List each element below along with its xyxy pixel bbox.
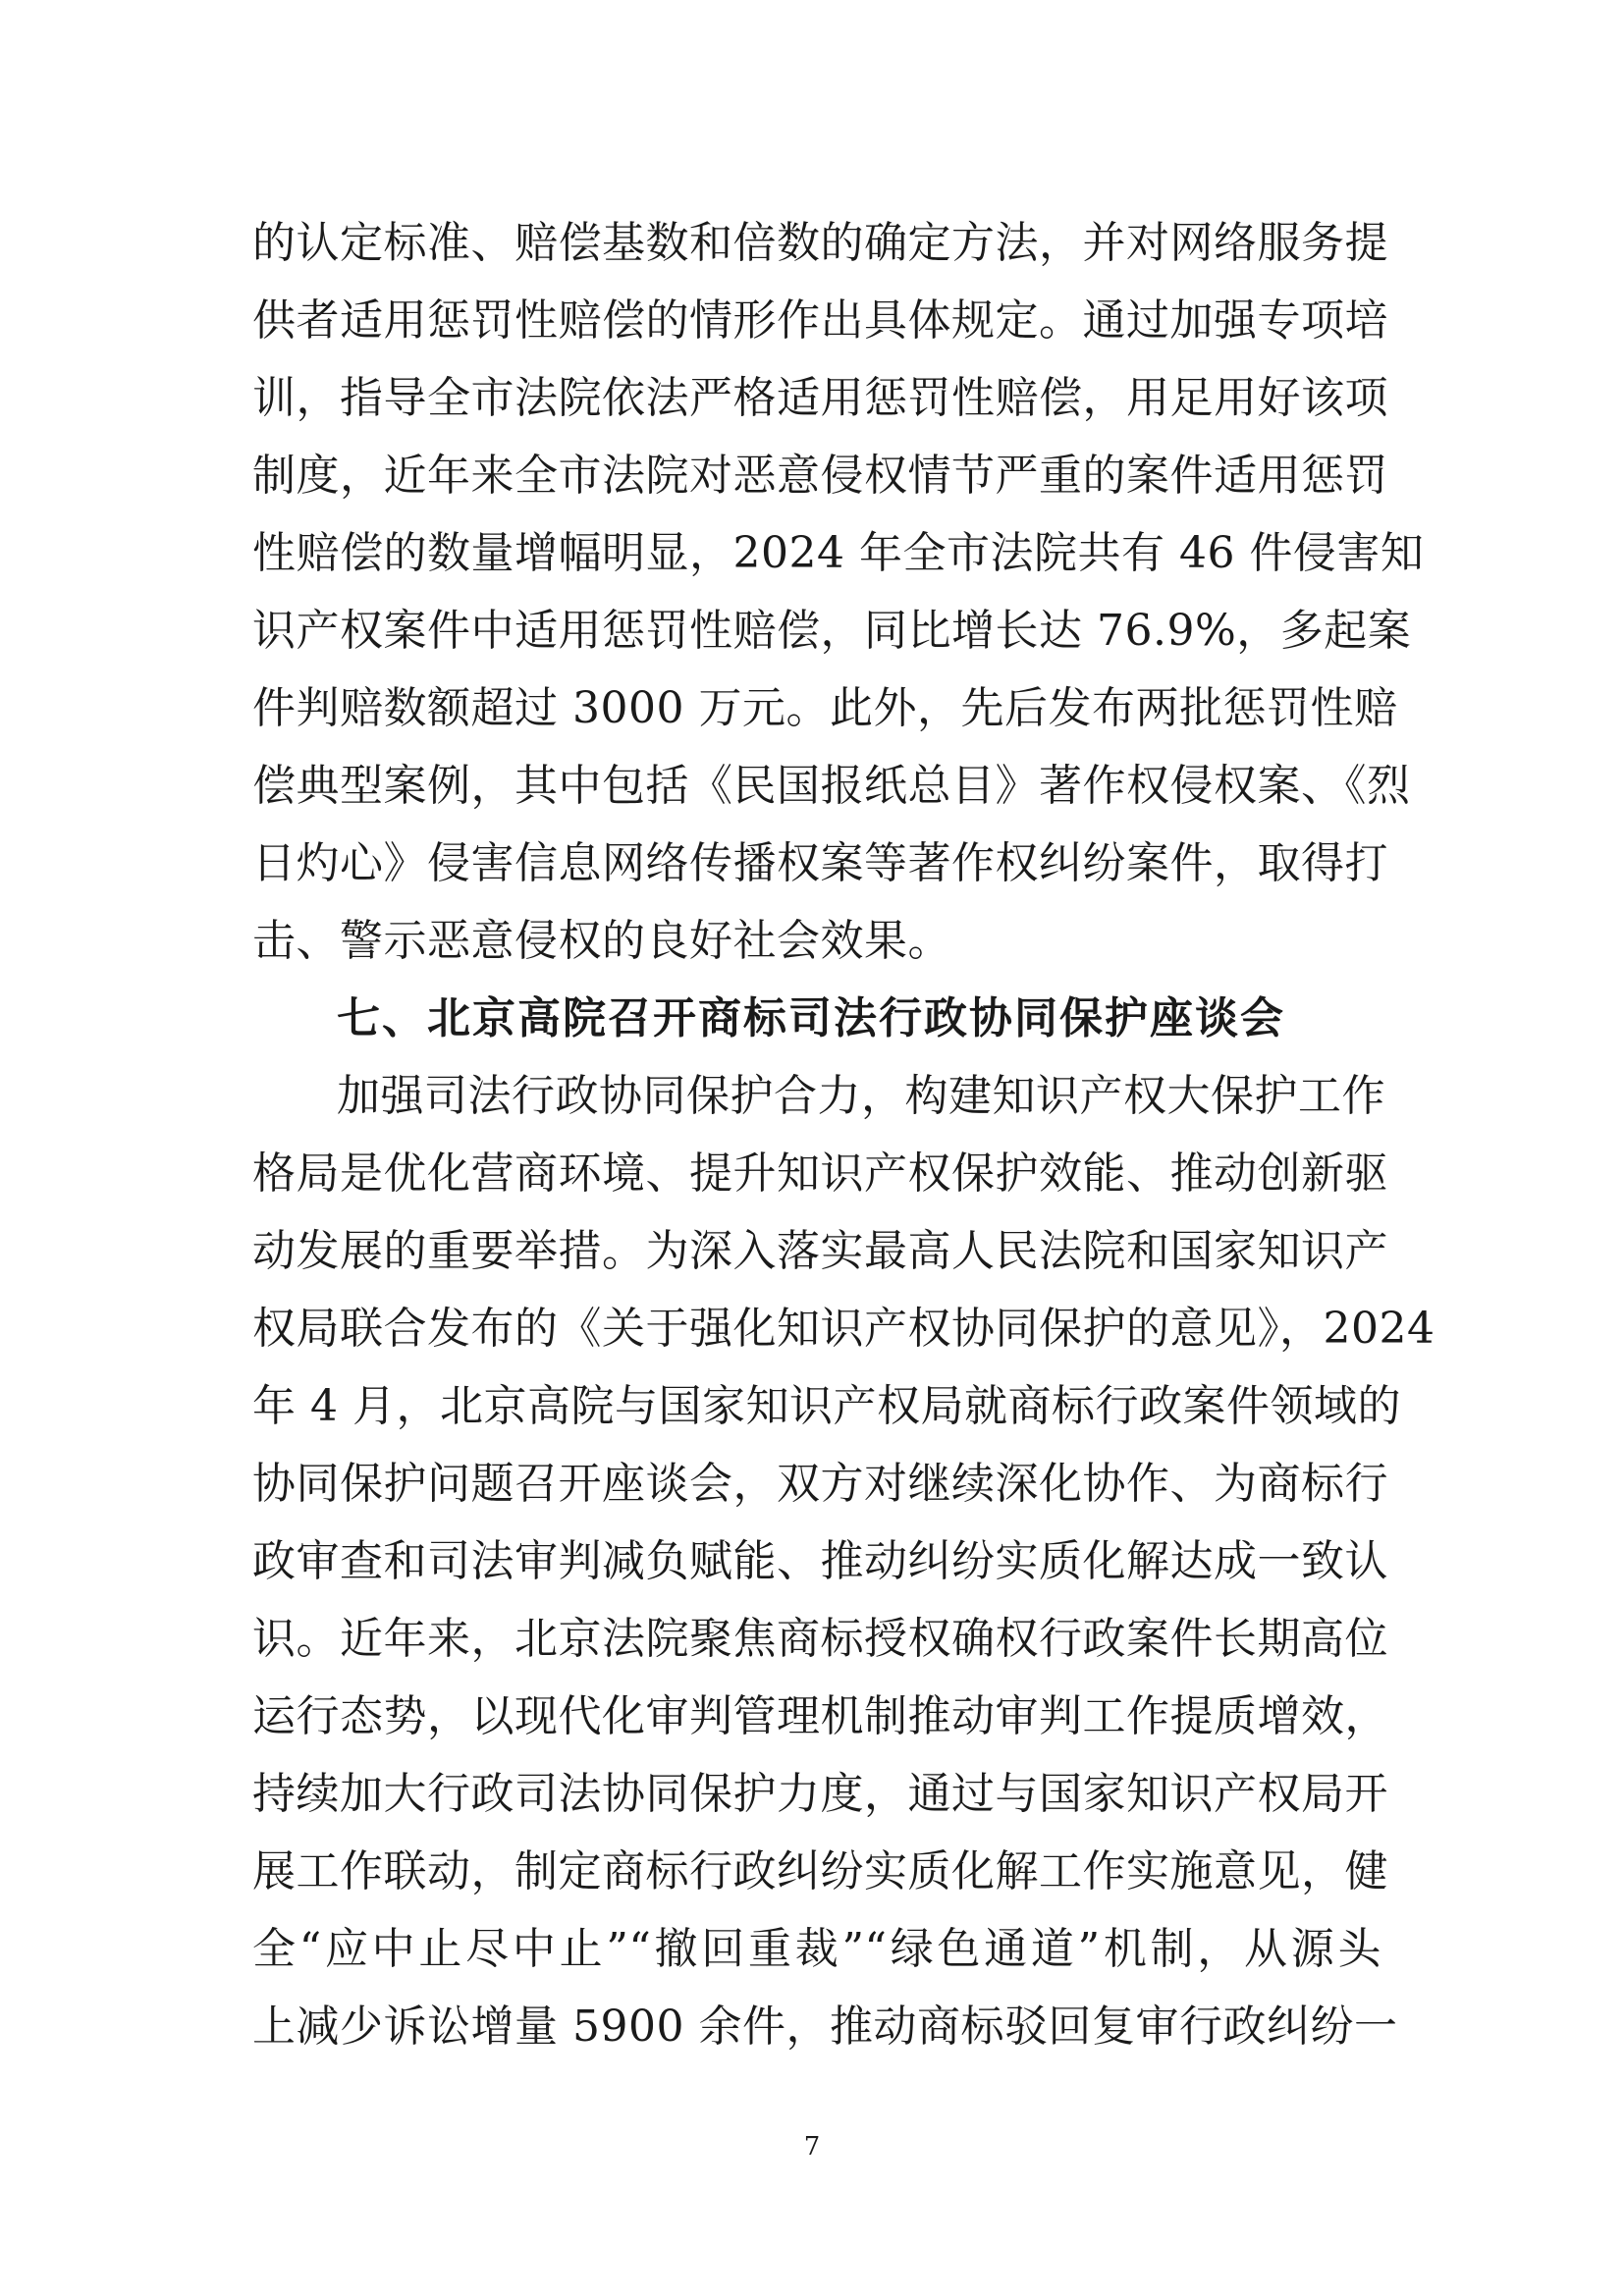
paragraph-line: 持续加大行政司法协同保护力度，通过与国家知识产权局开 (252, 1769, 1388, 1819)
paragraph-line: 运行态势，以现代化审判管理机制推动审判工作提质增效， (252, 1691, 1388, 1741)
paragraph-line: 加强司法行政协同保护合力，构建知识产权大保护工作 (337, 1071, 1385, 1121)
body-text-line: 日灼心》侵害信息网络传播权案等著作权纠纷案件，取得打 (252, 838, 1388, 888)
paragraph-line: 动发展的重要举措。为深入落实最高人民法院和国家知识产 (252, 1226, 1388, 1276)
paragraph-line: 上减少诉讼增量 5900 余件，推动商标驳回复审行政纠纷一 (252, 2002, 1398, 2052)
paragraph-line: 政审查和司法审判减负赋能、推动纠纷实质化解达成一致认 (252, 1536, 1388, 1586)
paragraph-line: 识。近年来，北京法院聚焦商标授权确权行政案件长期高位 (252, 1614, 1388, 1664)
paragraph-line: 年 4 月，北京高院与国家知识产权局就商标行政案件领域的 (252, 1381, 1401, 1431)
body-text-line: 性赔偿的数量增幅明显，2024 年全市法院共有 46 件侵害知 (252, 528, 1425, 578)
paragraph-line: 权局联合发布的《关于强化知识产权协同保护的意见》，2024 (252, 1304, 1435, 1354)
body-text-line: 偿典型案例，其中包括《民国报纸总目》著作权侵权案、《烈 (252, 761, 1411, 811)
paragraph-line: 全“应中止尽中止”“撤回重裁”“绿色通道”机制，从源头 (252, 1924, 1381, 1974)
paragraph-line: 格局是优化营商环境、提升知识产权保护效能、推动创新驱 (252, 1148, 1388, 1199)
body-text-line: 供者适用惩罚性赔偿的情形作出具体规定。通过加强专项培 (252, 295, 1388, 346)
body-text-line: 制度，近年来全市法院对恶意侵权情节严重的案件适用惩罚 (252, 451, 1388, 501)
page-number: 7 (803, 2132, 821, 2162)
body-text-line: 击、警示恶意侵权的良好社会效果。 (252, 916, 951, 966)
paragraph-line: 展工作联动，制定商标行政纠纷实质化解工作实施意见，健 (252, 1846, 1388, 1896)
paragraph-line: 协同保护问题召开座谈会，双方对继续深化协作、为商标行 (252, 1459, 1388, 1509)
body-text-line: 训，指导全市法院依法严格适用惩罚性赔偿，用足用好该项 (252, 373, 1388, 423)
section-heading: 七、北京高院召开商标司法行政协同保护座谈会 (337, 993, 1285, 1043)
body-text-line: 的认定标准、赔偿基数和倍数的确定方法，并对网络服务提 (252, 218, 1388, 268)
body-text-line: 件判赔数额超过 3000 万元。此外，先后发布两批惩罚性赔 (252, 683, 1398, 733)
body-text-line: 识产权案件中适用惩罚性赔偿，同比增长达 76.9%，多起案 (252, 606, 1412, 656)
